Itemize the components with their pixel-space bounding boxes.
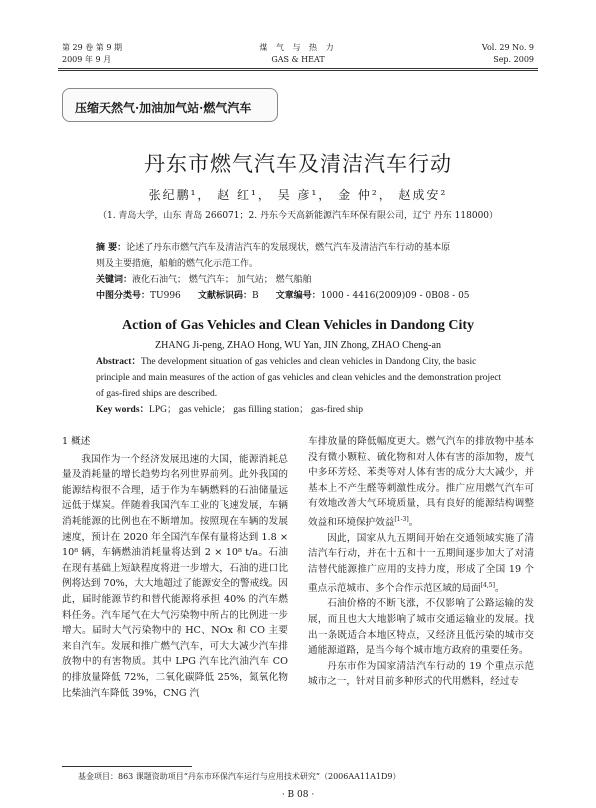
paragraph-text: 因此，国家从九五期间开始在交通领域实施了清洁汽车行动，并在十五和十一五期间逐步加大了对清洁替代能源推广应用的支持力度，形成了全国 19 个重点示范城市、多个合作示范区域的局面 xyxy=(308,532,534,594)
volume-issue: 第 29 卷 第 9 期 xyxy=(62,43,122,52)
header-rule-secondary xyxy=(58,70,538,71)
footnote-rule xyxy=(62,766,192,767)
page-number: · B 08 · xyxy=(281,790,315,800)
abstract-text-1: 论述了丹东市燃气汽车及清洁汽车的发展现状，燃气汽车及清洁汽车行动的基本原 xyxy=(126,243,451,253)
doc-code-label: 文献标识码： xyxy=(197,291,252,301)
body-column-left xyxy=(62,434,288,701)
abstract-label: 摘 要： xyxy=(96,243,127,253)
paragraph xyxy=(308,531,534,597)
english-abstract-2: principle and main measures of the action of gas vehicles and clean vehicles and the demonstration project xyxy=(96,373,502,383)
article-number-label: 文章编号： xyxy=(275,291,321,301)
article-number: 1000 - 4416(2009)09 - 0B08 - 05 xyxy=(320,291,470,301)
funding-footnote: 基金项目：863 课题资助项目“丹东市环保汽车运行与应用技术研究”（2006AA11A1D9） xyxy=(78,772,401,781)
paragraph: 丹东市作为国家清洁汽车行动的 19 个重点示范城市之一，针对目前多种形式的代用燃料，经过专 xyxy=(308,660,534,688)
english-abstract-1: The development situation of gas vehicles and clean vehicles in Dandong City, the basic xyxy=(140,357,477,367)
citation: [4,5] xyxy=(480,581,495,589)
body-column-right xyxy=(308,434,534,690)
english-authors: ZHANG Ji-peng, ZHAO Hong, WU Yan, JIN Zhong, ZHAO Cheng-an xyxy=(155,340,441,351)
citation: [1-3] xyxy=(394,515,409,523)
clc-label: 中图分类号： xyxy=(96,291,151,301)
doc-code: B xyxy=(251,291,259,301)
column-badge xyxy=(62,88,278,122)
section-heading: 1 概述 xyxy=(62,436,91,447)
paragraph: 我国作为一个经济发展迅速的大国，能源消耗总量及消耗量的增长趋势均名列世界前列。此外我国的能源结构很不合理，适于作为车辆燃料的石油储量远远低于煤炭。伴随着我国汽车工业的飞速发展，车辆消耗能源的比例也在不断增加。按照现在车辆的发展速度，预计在 2020 年全国汽车保有量将达到 1.8 × 10⁸ 辆，车辆燃油消耗量将达到 2 × 10⁸ t/a。石油在现有基础上短缺程度将进一步增大，石油的进口比例将达到 70%，大大地超过了能源安全的警戒线。因此，届时能源节约和替代能源将承担 40% 的汽车燃料任务。汽车尾气在大气污染物中所占的比例进一步增大。届时大气污染物中的 HC、NOx 和 CO 主要来自汽车。发展和推广燃气汽车，可大大减少汽车排放物中的有害物质。其中 LPG 汽车比汽油汽车 CO 的排放量降低 72%，二氧化碳降低 25%，氮氧化物比柴油汽车降低 39%，CNG 汽 xyxy=(62,453,288,699)
header-rule xyxy=(58,68,538,69)
paragraph-continued xyxy=(308,434,534,531)
english-title: Action of Gas Vehicles and Clean Vehicles in Dandong City xyxy=(122,318,474,333)
article-title: 丹东市燃气汽车及清洁汽车行动 xyxy=(144,152,452,176)
publication-date-en: Sep. 2009 xyxy=(493,55,534,64)
journal-volume-info-en xyxy=(482,42,534,66)
paragraph-end: 。 xyxy=(408,517,419,529)
abstract-text-2: 则及主要措施，船舶的燃气化示范工作。 xyxy=(96,259,259,269)
volume-issue-en: Vol. 29 No. 9 xyxy=(481,43,534,52)
english-abstract xyxy=(96,354,506,418)
keywords-cn: 液化石油气； 燃气汽车； 加气站； 燃气船舶 xyxy=(132,275,312,285)
journal-name-en: GAS & HEAT xyxy=(271,55,325,64)
clc-number: TU996 xyxy=(150,291,181,301)
english-keywords: LPG； gas vehicle； gas filling station； gas-fired ship xyxy=(149,405,364,415)
paragraph-text: 车排放量的降低幅度更大。燃气汽车的排放物中基本没有微小颗粒、硫化物和对人体有害的添加物，废气中多环芳烃、苯类等对人体有害的成分大大减少，并基本上不产生醛等刺激性成分。推广应用燃气汽车可有效地改善大气环境质量，具有良好的能源结构调整效益和环境保护效益 xyxy=(308,436,534,529)
paragraph-end: 。 xyxy=(494,582,505,594)
english-abstract-label: Abstract： xyxy=(96,357,141,367)
publication-date: 2009 年 9 月 xyxy=(62,55,112,64)
abstract-cn xyxy=(96,240,506,304)
english-keywords-label: Key words： xyxy=(96,405,150,415)
journal-name-cn: 煤 气 与 热 力 xyxy=(259,43,337,52)
column-name: 压缩天然气·加油加气站·燃气汽车 xyxy=(75,101,252,115)
affiliation: （1. 青岛大学，山东 青岛 266071；2. 丹东今天高新能源汽车环保有限公司，辽宁 丹东 118000） xyxy=(97,211,499,221)
paragraph: 石油价格的不断飞涨，不仅影响了公路运输的发展，而且也大大地影响了城市交通运输业的发展。找出一条既适合本地区特点，又经济且低污染的城市交通能源道路，是当今每个城市地方政府的重要任务。 xyxy=(308,598,534,657)
english-abstract-3: of gas-fired ships are described. xyxy=(96,389,218,399)
author-list: 张纪鹏¹， 赵 红¹， 吴 彦¹， 金 仲²， 赵成安² xyxy=(148,188,448,202)
keywords-label: 关键词： xyxy=(96,275,133,285)
